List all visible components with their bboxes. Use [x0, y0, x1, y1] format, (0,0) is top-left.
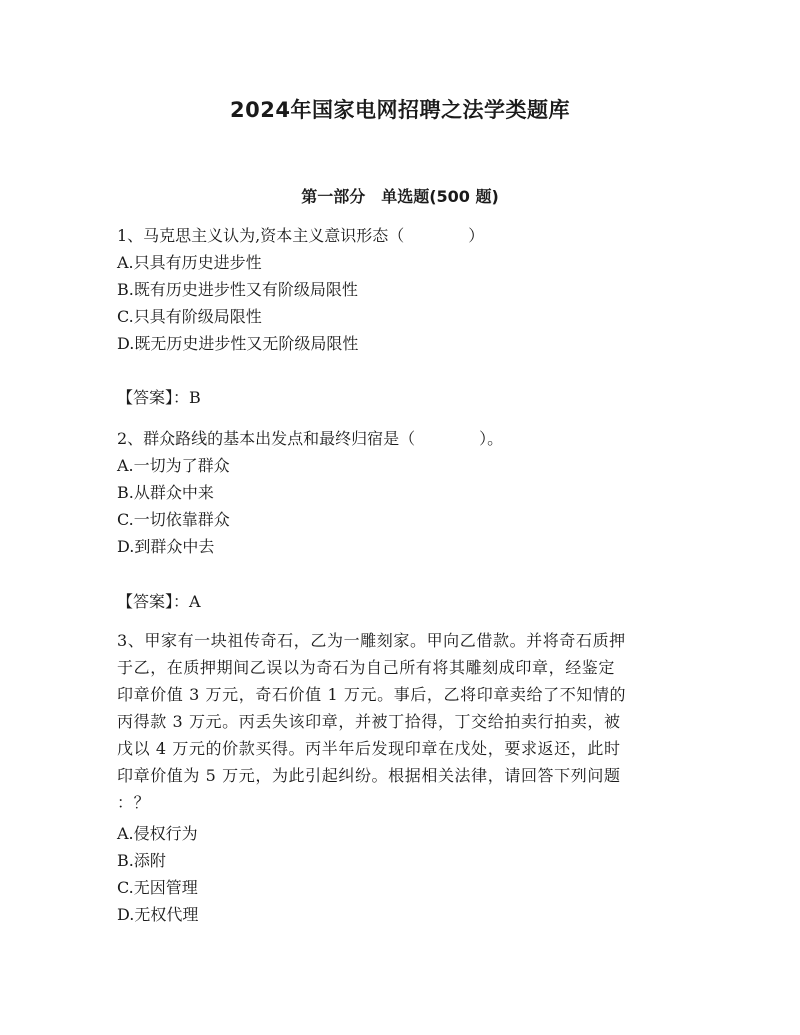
question-1-option-a: A.只具有历史进步性	[117, 253, 262, 272]
document-title: 2024年国家电网招聘之法学类题库	[230, 98, 570, 122]
question-2-option-c: C.一切依靠群众	[117, 510, 230, 529]
question-1-answer: 【答案】：B	[117, 388, 201, 407]
question-1-option-d: D.既无历史进步性又无阶级局限性	[117, 334, 359, 353]
question-3-stem	[117, 631, 677, 820]
question-2-option-d: D.到群众中去	[117, 537, 215, 556]
question-3-option-d: D.无权代理	[117, 905, 199, 924]
section-heading: 第一部分 单选题(500 题)	[301, 187, 499, 206]
question-3-option-a: A.侵权行为	[117, 824, 198, 843]
question-3-stem-line: 戊以 4 万元的价款买得。丙半年后发现印章在戊处，要求返还，此时	[117, 739, 621, 758]
question-1-option-b: B.既有历史进步性又有阶级局限性	[117, 280, 358, 299]
question-3-option-b: B.添附	[117, 851, 166, 870]
question-2-option-a: A.一切为了群众	[117, 456, 230, 475]
question-2-answer: 【答案】：A	[117, 592, 201, 611]
question-3-stem-line: 于乙，在质押期间乙误以为奇石为自己所有将其雕刻成印章，经鉴定	[117, 658, 616, 677]
question-3-option-c: C.无因管理	[117, 878, 198, 897]
question-1-stem: 1、马克思主义认为,资本主义意识形态（ ）	[117, 226, 485, 245]
question-3-stem-line: 丙得款 3 万元。丙丢失该印章，并被丁拾得，丁交给拍卖行拍卖，被	[117, 712, 621, 731]
question-2-option-b: B.从群众中来	[117, 483, 214, 502]
question-3-stem-line: ：？	[117, 793, 151, 812]
question-3-stem-line: 印章价值 3 万元，奇石价值 1 万元。事后，乙将印章卖给了不知情的	[117, 685, 627, 704]
question-3-stem-line: 3、甲家有一块祖传奇石，乙为一雕刻家。甲向乙借款。并将奇石质押	[117, 631, 626, 650]
question-3-stem-line: 印章价值为 5 万元，为此引起纠纷。根据相关法律，请回答下列问题	[117, 766, 621, 785]
question-2-stem: 2、群众路线的基本出发点和最终归宿是（ ）。	[117, 429, 504, 448]
question-1-option-c: C.只具有阶级局限性	[117, 307, 262, 326]
